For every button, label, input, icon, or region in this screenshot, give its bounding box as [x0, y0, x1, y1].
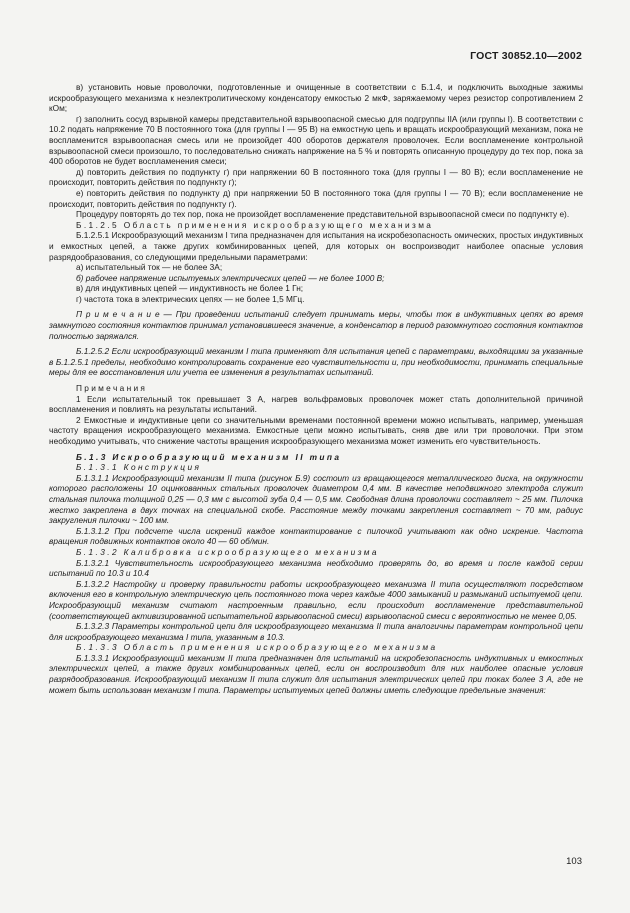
paragraph: Б.1.2.5.2 Если искрообразующий механизм I типа применяют для испытания цепей с параметрами, выходящими за указанные в Б.1.2.5.1 пределы, необходимо контролировать сохранение его чувствительности и, при необходимости, принимать специальные меры для ее восстановления или учета ее изменения в результатах испытаний.	[49, 346, 583, 378]
paragraph: Б.1.3.3.1 Искрообразующий механизм II типа предназначен для испытаний на искробезопасность индуктивных и емкостных электрических цепей, а также других комбинированных цепей, если он воспроизводит для них наиболее опасные условия разрядообразования. Искрообразующий механизм II типа служит для испытания электрических цепей при токах более 3 А, где не может быть использован механизм I типа. Параметры испытуемых цепей должны иметь следующие предельные значения:	[49, 652, 583, 695]
paragraph: Б.1.3.2 Калибровка искрообразующего механизма	[76, 546, 379, 557]
paragraph: Б.1.3.1.1 Искрообразующий механизм II типа (рисунок Б.9) состоит из вращающегося металлического диска, на окружности которого расположены 10 оцинкованных стальных проволочек диаметром 0,4 мм. В качестве неподвижного электрода служит стальная пилочка толщиной 0,25 — 0,3 мм с высотой зуба 0,4 — 0,5 мм. Свободная длина проволочки составляет ~ 25 мм. Пилочка жестко закреплена в двух точках на специальной скобе. Расстояние между точками закрепления составляет ~ 70 мм, радиус закругления пилочки ~ 100 мм.	[49, 472, 583, 526]
paragraph: в) для индуктивных цепей — индуктивность не более 1 Гн;	[76, 283, 304, 294]
paragraph: Б.1.3.2.2 Настройку и проверку правильности работы искрообразующего механизма II типа осуществляют посредством включения его в контрольную электрическую цепь постоянного тока через каждые 4000 замыканий и размыканий испытуемой цепи. Искрообразующий механизм считают настроенным правильно, если происходит воспламенение представительной (соответствующей активизированной испытательной взрывоопасной смеси) взрывоопасной смеси с вероятностью не менее 0,05.	[49, 578, 583, 621]
paragraph: Б.1.3 Искрообразующий механизм II типа	[76, 451, 342, 462]
paragraph: д) повторить действия по подпункту г) при напряжении 60 В постоянного тока (для группы I — 80 В); если воспламенение не происходит, повторить действия по подпункту г);	[49, 166, 583, 188]
paragraph: Б.1.2.5 Область применения искрообразующего механизма	[76, 219, 434, 230]
paragraph: 2 Емкостные и индуктивные цепи со значительными временами постоянной времени можно испытывать, например, уменьшая частоту вращения искрообразующего механизма. Емкостные цепи можно испытывать, сняв две или три проволочки. При этом необходимо учитывать, что снижение частоты вращения искрообразующего механизма может изменить его чувствительность.	[49, 414, 583, 446]
paragraph: Б.1.3.2.3 Параметры контрольной цепи для искрообразующего механизма II типа аналогичны параметрам контрольной цепи для искрообразующего механизма I типа, указанным в 10.3.	[49, 621, 583, 642]
paragraph: в) установить новые проволочки, подготовленные и очищенные в соответствии с Б.1.4, и подключить выходные зажимы искрообразующего механизма к неэлектролитическому конденсатору емкостью 2 мкФ, заряжаемому через резистор сопротивлением 2 кОм;	[49, 82, 583, 114]
page-number: 103	[566, 856, 582, 867]
paragraph: Б.1.3.1 Конструкция	[76, 462, 202, 473]
paragraph: П р и м е ч а н и я	[76, 383, 145, 394]
paragraph: е) повторить действия по подпункту д) при напряжении 50 В постоянного тока (для группы I — 70 В); если воспламенение не происходит, повторить действия по подпункту г).	[49, 187, 583, 209]
paragraph: а) испытательный ток — не более 3А;	[76, 262, 223, 273]
document-body	[49, 82, 583, 695]
paragraph: г) частота тока в электрических цепях — не более 1,5 МГц.	[76, 293, 305, 304]
paragraph: б) рабочее напряжение испытуемых электрических цепей — не более 1000 В;	[76, 272, 385, 283]
paragraph: Б.1.3.2.1 Чувствительность искрообразующего механизма необходимо проверять до, во время и после каждой серии испытаний по 10.3 и 10.4	[49, 557, 583, 579]
paragraph: г) заполнить сосуд взрывной камеры представительной взрывоопасной смесью для подгруппы IIA (или группы I). В соответствии с 10.2 подать напряжение 70 В постоянного тока (для группы I — 95 В) на емкостную цепь и вращать искрообразующий механизм, пока не воспламенится взрывоопасная смесь или не произойдет 400 оборотов держателя проволочек. Если воспламенение контрольной взрывоопасной смеси произошло, то последовательно снижать напряжение на 5 % и повторять описанную процедуру до тех пор, пока за 400 оборотов не будет воспламенения смеси;	[49, 113, 583, 167]
paragraph: Процедуру повторять до тех пор, пока не произойдет воспламенение представительной взрывоопасной смеси по подпункту е).	[76, 209, 570, 220]
paragraph: 1 Если испытательный ток превышает 3 А, нагрев вольфрамовых проволочек может стать дополнительной причиной воспламенения и повлиять на результаты испытаний.	[49, 393, 583, 415]
paragraph: Б.1.3.3 Область применения искрообразующего механизма	[76, 642, 438, 653]
standard-header: ГОСТ 30852.10—2002	[470, 50, 582, 62]
paragraph: Б.1.3.1.2 При подсчете числа искрений каждое контактирование с пилочкой учитывают как одно искрение. Частота вращения подвижных контактов около 40 — 60 об/мин.	[49, 525, 583, 547]
paragraph: Б.1.2.5.1 Искрообразующий механизм I типа предназначен для испытания на искробезопасность омических, простых индуктивных и емкостных цепей, а также других комбинированных цепей, для которых он воспроизводит наиболее опасные условия разрядообразования, со следующими предельными параметрами:	[49, 230, 583, 262]
paragraph: П р и м е ч а н и е — При проведении испытаний следует принимать меры, чтобы ток в индуктивных цепях во время замкнутого состояния контактов принимал установившееся значение, а конденсатор в период разомкнутого состояния контактов полностью заряжался.	[49, 309, 583, 341]
